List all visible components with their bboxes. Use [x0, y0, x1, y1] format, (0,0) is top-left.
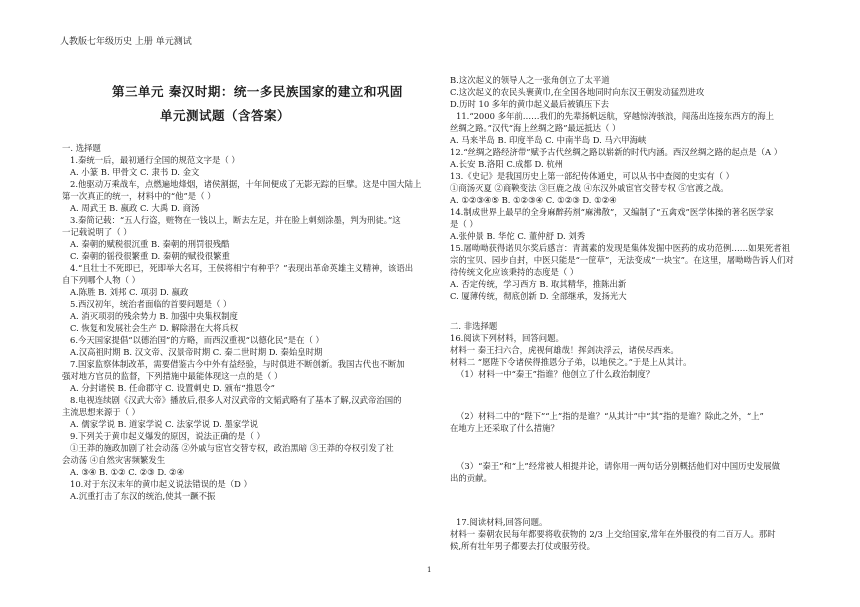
text-line: 6.今天国家提倡“以德治国”的方略，而西汉重视“以德化民”是在（ ）	[70, 335, 324, 345]
text-line: 1.秦统一后，最初通行全国的规范文字是（ ）	[70, 155, 240, 165]
text-line: （3）“秦王”和“上”经常被人相提并论，请你用一两句话分别概括他们对中国历史发展做	[456, 461, 780, 471]
text-line: 材料一 秦朝农民每年都要将收获物的 2/3 上交给国家,常年在外服役的有二百万人。那时	[450, 529, 776, 539]
text-line: C. 厦薄传统，彻底创新 D. 全部继承，发扬光大	[450, 291, 627, 301]
text-line: 材料一 秦王扫六合，虎视何雄哉！挥剑决浮云，诸侯尽西来。	[450, 345, 679, 355]
text-line: 是（ ）	[450, 219, 478, 229]
text-line: A. 儒家学说 B. 道家学说 C. 法家学说 D. 墨家学说	[70, 419, 259, 429]
text-line: 材料二 “愿陛下令诸侯得推恩分子弟，以地侯之。”于是上从其计。	[450, 357, 692, 367]
text-line: 9.下列关于黄巾起义爆发的原因，说法正确的是（ ）	[70, 431, 265, 441]
text-line: 候,所有壮年男子都要去打仗或服劳役。	[450, 541, 596, 551]
text-line: A.长安 B.洛阳 C.成都 D. 杭州	[450, 159, 564, 169]
text-line: A.张仲景 B. 华佗 C. 董仲舒 D. 刘秀	[450, 231, 586, 241]
text-line: 13.《史记》是我国历史上第一部纪传体通史，可以从书中查阅的史实有（ ）	[450, 171, 734, 181]
text-line: 在地方上还采取了什么措施？	[450, 423, 559, 433]
text-line: 待传统文化应该秉持的态度是（ ）	[450, 267, 579, 277]
text-line: C. 恢复和发展社会生产 D. 解除潜在大将兵权	[70, 323, 239, 333]
text-line: 二. 非选择题	[450, 321, 498, 331]
page-number: 1	[427, 566, 432, 574]
text-line: C.这次起义的农民头裹黄巾,在全国各地同时向东汉王朝发动猛烈进攻	[450, 87, 705, 97]
test-subtitle: 单元测试题（含答案）	[160, 108, 291, 123]
text-line: A. ③④ B. ①② C. ②③ D. ②④	[70, 467, 185, 477]
page-header: 人教版七年级历史 上册 单元测试	[60, 37, 192, 47]
text-line: C. 秦朝的徭役很繁重 D. 秦朝的赋役很繁重	[70, 251, 230, 261]
text-line: 8.电视连续剧《汉武大帝》播放后,很多人对汉武帝的文韬武略有了基本了解,汉武帝治国的	[70, 395, 402, 405]
text-line: A. 秦朝的赋税很沉重 B. 秦朝的刑罚很残酷	[70, 239, 230, 249]
text-line: 10.对于东汉末年的黄巾起义说法错误的是（D ）	[70, 479, 252, 489]
text-line: A.汉高祖时期 B. 汉文帝、汉景帝时期 C. 秦二世时期 D. 秦始皇时期	[70, 347, 323, 357]
text-line: （2）材料二中的“陛下”“上”指的是谁？“从其计”中“其”指的是谁？除此之外，“上”	[456, 411, 764, 421]
text-line: B.这次起义的领导人之一张角创立了太平道	[450, 75, 610, 85]
text-line: A. ①②③④⑤ B. ①②③④ C. ①②③ D. ①②④	[450, 195, 617, 205]
text-line: 14.制成世界上最早的全身麻醉药剂“麻沸散”，又编制了“五禽戏”医学体操的著名医学家	[450, 207, 774, 217]
text-line: 丝绸之路。”汉代“海上丝绸之路”最远抵达（ ）	[450, 123, 621, 133]
text-line: 17.阅读材料,回答问题。	[456, 517, 548, 527]
text-line: A. 马来半岛 B. 印度半岛 C. 中南半岛 D. 马六甲海峡	[450, 135, 647, 145]
text-line: 自下列哪个人物（ ）	[62, 275, 141, 285]
text-line: 5.西汉初年，统治者面临的首要问题是（ ）	[70, 299, 232, 309]
text-line: ①商汤灭夏 ②商鞅变法 ③巨鹿之战 ④东汉外戚宦官交替专权 ⑤官渡之战。	[450, 183, 729, 193]
text-line: 出的贡献。	[450, 473, 492, 483]
text-line: 11.“2000 多年前……我们的先辈扬帆远航，穿越惊涛骇浪，闯荡出连接东西方的海上	[456, 111, 774, 121]
text-line: 宗的宝贝、园步自封，中医只能是“一筐草”，无法变成“一块宝”。在这里，屠呦呦告诉人们对	[450, 255, 794, 265]
text-line: A. 消灭项羽的残余势力 B. 加强中央集权制度	[70, 311, 238, 321]
text-line: 第一次真正的统一，材料中的“他”是（ ）	[62, 191, 216, 201]
text-line: 15.屠呦呦获得诺贝尔奖后感言：青蒿素的发现是集体发掘中医药的成功范例……如果死者祖	[450, 243, 790, 253]
text-line: 12.“丝绸之路经济带”赋予古代丝绸之路以崭新的时代内涵。西汉丝绸之路的起点是（A ）	[450, 147, 783, 157]
text-line: 4.“且壮士不死即已，死即举大名耳，王侯将相宁有种乎？”表现出革命英雄主义精神，该语出	[70, 263, 414, 273]
text-line: A. 周武王 B. 嬴政 C. 大禹 D. 商汤	[70, 203, 200, 213]
text-line: ①王莽的施政加剧了社会动荡 ②外戚与宦官交替专权，政治黑暗 ③王莽的夺权引发了社	[70, 443, 394, 453]
unit-title: 第三单元 秦汉时期：统一多民族国家的建立和巩固	[112, 84, 403, 99]
text-line: D.历时 10 多年的黄巾起义最后被镇压下去	[450, 99, 610, 109]
text-line: 会动荡 ④自然灾害频繁发生	[62, 455, 166, 465]
text-line: 7.国家监察体制改革，需要借鉴古今中外有益经验，与时俱进不断创新。我国古代也不断加	[70, 359, 405, 369]
text-line: 一记载说明了（ ）	[62, 227, 132, 237]
text-line: 16.阅读下列材料，回答问题。	[450, 333, 564, 343]
text-line: A. 否定传统，学习西方 B. 取其精华，推陈出新	[450, 279, 627, 289]
text-line: 2.他驱动万乘战车，点燃遍地烽烟，诸侯割据，十年间便成了无影无踪的巨擘。这是中国大陆上	[70, 179, 422, 189]
text-line: 一. 选择题	[62, 143, 101, 153]
text-line: A.陈胜 B. 刘邦 C. 项羽 D. 嬴政	[70, 287, 189, 297]
text-line: （1）材料一中“秦王”指谁？他创立了什么政治制度？	[456, 369, 655, 379]
text-line: A. 小篆 B. 甲骨文 C. 隶书 D. 金文	[70, 167, 200, 177]
text-line: 3.秦简记载：“五人行盗，赃物在一钱以上，断去左足，并在脸上刺刻涂墨，判为刑徒。”这	[70, 215, 401, 225]
text-line: 主流思想来源于（ ）	[62, 407, 141, 417]
text-line: A.沉重打击了东汉的统治,使其一蹶不振	[70, 491, 216, 501]
text-line: A. 分封诸侯 B. 任命郡守 C. 设置刺史 D. 颁布“推恩令”	[70, 383, 275, 393]
text-line: 强对地方官员的监督，下列措施中最能体现这一点的是（ ）	[62, 371, 283, 381]
